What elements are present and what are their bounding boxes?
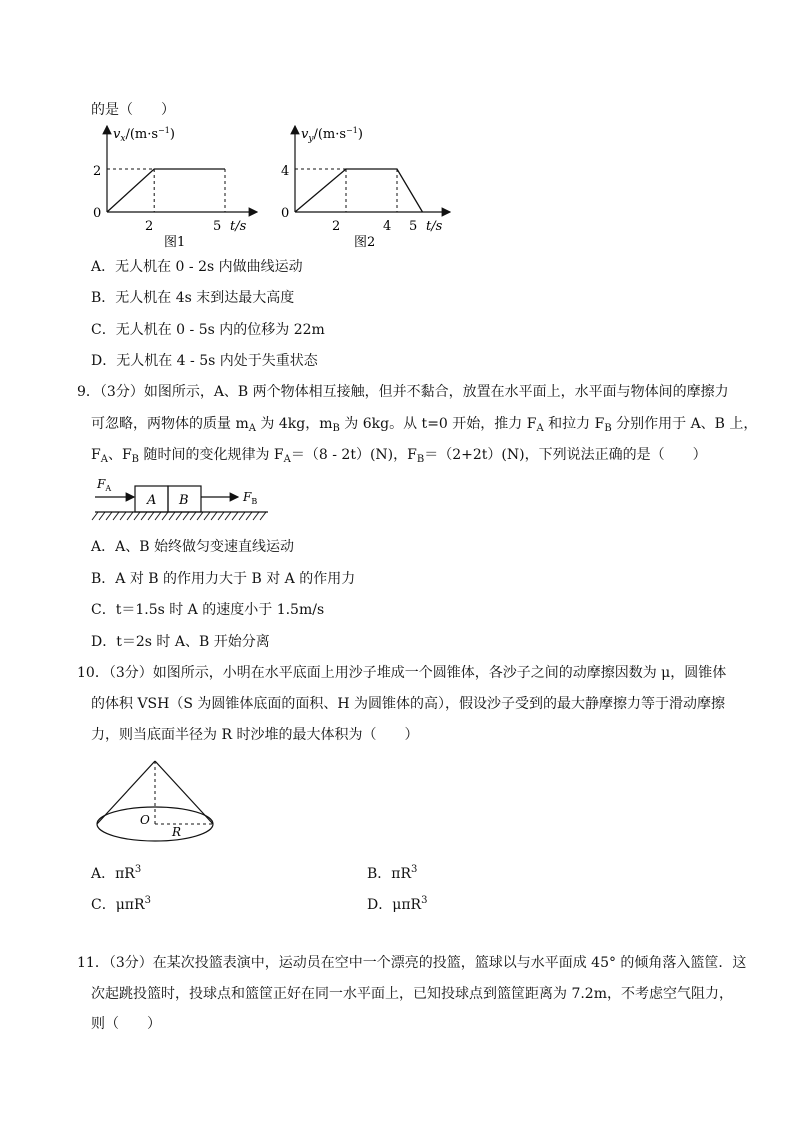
q11-line-2: 次起跳投篮时，投球点和篮筐正好在同一水平面上，已知投球点到篮筐距离为 7.2m，不考虑空气阻力，: [91, 986, 733, 1002]
q9-block-a-label: A: [147, 493, 157, 508]
hatch-mark: [162, 512, 168, 520]
hatch-mark: [218, 512, 224, 520]
q8-option-b[interactable]: B．无人机在 4s 末到达最大高度: [91, 290, 295, 306]
fig1-origin: 0: [93, 206, 102, 221]
fig1-x-tick-5: 5: [213, 219, 222, 234]
cone-radius-label: R: [172, 825, 182, 839]
q10-option-b[interactable]: B．$\pi R^3$: [367, 864, 418, 882]
q9-line-2: 可忽略，两物体的质量 $m_A$ 为 4kg，$m_B$ 为 6kg。从 t=0 开始，推力 $F_A$ 和拉力 $F_B$ 分别作用于 A、B 上，: [91, 416, 758, 434]
hatch-mark: [92, 512, 98, 520]
hatch-mark: [169, 512, 175, 520]
q8-figure-1: [80, 122, 265, 252]
fig2-origin: 0: [281, 206, 290, 221]
fig1-x-tick-2: 2: [145, 219, 154, 234]
q9-block-b-label: B: [179, 493, 189, 508]
q9-ground-hatch: [92, 512, 266, 520]
q10-line-1: 10．（3分）如图所示，小明在水平底面上用沙子堆成一个圆锥体，各沙子之间的动摩擦因数为 μ，圆锥体: [77, 665, 727, 681]
fig1-y-tick: 2: [93, 164, 102, 179]
hatch-mark: [106, 512, 112, 520]
fig2-x-tick-5: 5: [409, 219, 418, 234]
hatch-mark: [148, 512, 154, 520]
q10-line-3: 力，则当底面半径为 R 时沙堆的最大体积为（ ）: [91, 727, 419, 743]
hatch-mark: [260, 512, 266, 520]
q9-line-3: $F_A$、$F_B$ 随时间的变化规律为 $F_A=(8 - 2t)(N)$，$F_B=(2+2t)(N)$，下列说法正确的是（ ）: [91, 447, 707, 465]
fig2-y-tick: 4: [281, 164, 290, 179]
fig1-line: [107, 169, 225, 212]
hatch-mark: [197, 512, 203, 520]
hatch-mark: [190, 512, 196, 520]
q9-option-a[interactable]: A．A、B 始终做匀变速直线运动: [91, 539, 294, 555]
fig2-line: [295, 169, 423, 212]
hatch-mark: [232, 512, 238, 520]
q8-figure-2: [268, 122, 458, 252]
q8-option-c[interactable]: C．无人机在 0 - 5s 内的位移为 22m: [91, 322, 325, 338]
cone-right-edge: [155, 761, 213, 824]
hatch-mark: [113, 512, 119, 520]
fig1-xlabel: t/s: [230, 219, 247, 234]
hatch-mark: [239, 512, 245, 520]
q9-option-c[interactable]: C．t＝1.5s 时 A 的速度小于 1.5m/s: [91, 602, 325, 618]
q10-option-a[interactable]: A．$\pi R^3$: [91, 864, 142, 882]
hatch-mark: [246, 512, 252, 520]
hatch-mark: [211, 512, 217, 520]
cone-center-label: O: [140, 813, 150, 827]
q8-option-d[interactable]: D．无人机在 4 - 5s 内处于失重状态: [91, 353, 318, 369]
q11-line-1: 11．（3分）在某次投篮表演中，运动员在空中一个漂亮的投篮，篮球以与水平面成 45° 的倾角落入篮筐．这: [77, 955, 747, 971]
q9-force-a-label: $F_A$: [97, 477, 112, 493]
q10-cone-figure: [92, 756, 222, 848]
q9-force-b-label: $F_B$: [243, 490, 258, 506]
hatch-mark: [141, 512, 147, 520]
fig1-caption: 图1: [164, 235, 186, 250]
q9-figure: [90, 475, 275, 525]
q10-option-d[interactable]: D．μπR$^3$: [367, 895, 428, 913]
hatch-mark: [127, 512, 133, 520]
hatch-mark: [134, 512, 140, 520]
fig2-caption: 图2: [354, 235, 376, 250]
hatch-mark: [253, 512, 259, 520]
hatch-mark: [120, 512, 126, 520]
hatch-mark: [176, 512, 182, 520]
q11-line-3: 则（ ）: [91, 1016, 161, 1032]
fig2-x-tick-4: 4: [383, 219, 392, 234]
fig2-ylabel: $v_y/(m\cdot s^{-1})$: [301, 126, 363, 144]
fig2-xlabel: t/s: [426, 219, 443, 234]
hatch-mark: [183, 512, 189, 520]
hatch-mark: [99, 512, 105, 520]
q10-option-c[interactable]: C．μπR$^3$: [91, 895, 151, 913]
q8-option-a[interactable]: A．无人机在 0 - 2s 内做曲线运动: [91, 259, 303, 275]
fig2-x-tick-2: 2: [332, 219, 341, 234]
hatch-mark: [204, 512, 210, 520]
q9-option-d[interactable]: D．t＝2s 时 A、B 开始分离: [91, 634, 270, 650]
q9-line-1: 9．（3分）如图所示，A、B 两个物体相互接触，但并不黏合，放置在水平面上，水平面与物体间的摩擦力: [77, 384, 729, 400]
hatch-mark: [225, 512, 231, 520]
fig1-ylabel: $v_x/(m\cdot s^{-1})$: [113, 126, 175, 144]
q10-line-2: 的体积 VSH（S 为圆锥体底面的面积、H 为圆锥体的高），假设沙子受到的最大静摩擦力等于滑动摩擦: [91, 696, 726, 712]
q9-option-b[interactable]: B．A 对 B 的作用力大于 B 对 A 的作用力: [91, 571, 356, 587]
q8-tail-text: 的是（ ）: [91, 102, 175, 118]
hatch-mark: [155, 512, 161, 520]
